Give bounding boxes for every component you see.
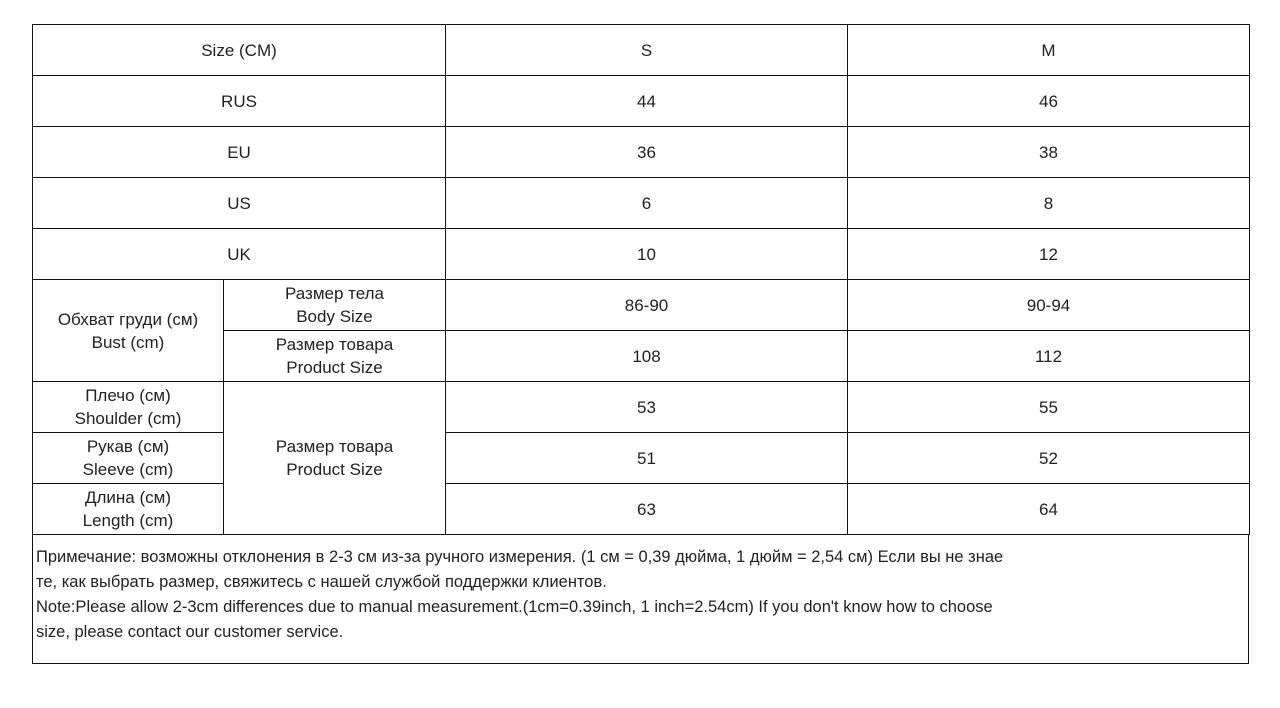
sleeve-label-en: Sleeve (cm) bbox=[82, 460, 174, 479]
sleeve-label-cell bbox=[33, 433, 224, 484]
value-cell: 36 bbox=[446, 127, 848, 178]
table-row bbox=[33, 127, 1250, 178]
note-ru-line-1: Примечание: возможны отклонения в 2-3 см из-за ручного измерения. (1 см = 0,39 дюйма, 1 дюйм = 2,54 см) Если вы не знае bbox=[36, 548, 1004, 566]
value-cell: 64 bbox=[848, 484, 1250, 535]
table-row bbox=[33, 484, 1250, 535]
body-size-label-en: Body Size bbox=[296, 307, 373, 326]
size-table bbox=[32, 24, 1250, 535]
value-cell: 6 bbox=[446, 178, 848, 229]
bust-label-en: Bust (cm) bbox=[91, 332, 165, 352]
row-label: EU bbox=[33, 127, 446, 178]
length-label-cell bbox=[33, 484, 224, 535]
value-cell: 46 bbox=[848, 76, 1250, 127]
table-row bbox=[33, 382, 1250, 433]
size-chart bbox=[32, 24, 1249, 671]
note-en-line-1: Note:Please allow 2-3cm differences due to manual measurement.(1cm=0.39inch, 1 inch=2.54cm) If you don't know how to choose bbox=[36, 598, 993, 616]
row-label: RUS bbox=[33, 76, 446, 127]
header-row bbox=[33, 25, 1250, 76]
value-cell: 86-90 bbox=[446, 280, 848, 331]
product-size-label-ru: Размер товара bbox=[275, 335, 394, 354]
value-cell: 10 bbox=[446, 229, 848, 280]
length-label-en: Length (cm) bbox=[82, 511, 174, 530]
value-cell: 53 bbox=[446, 382, 848, 433]
size-s-header: S bbox=[446, 25, 848, 76]
shoulder-label-cell bbox=[33, 382, 224, 433]
product-group-label-ru: Размер товара bbox=[275, 437, 394, 456]
value-cell: 12 bbox=[848, 229, 1250, 280]
body-size-label-ru: Размер тела bbox=[284, 284, 384, 303]
value-cell: 38 bbox=[848, 127, 1250, 178]
product-size-label-en: Product Size bbox=[286, 358, 383, 377]
body-size-label-cell bbox=[224, 280, 446, 331]
shoulder-label-ru: Плечо (см) bbox=[85, 386, 171, 405]
bust-label-ru: Обхват груди (см) bbox=[57, 309, 199, 329]
table-row bbox=[33, 229, 1250, 280]
value-cell: 112 bbox=[848, 331, 1250, 382]
product-size-label-cell bbox=[224, 331, 446, 382]
size-header-cell: Size (CM) bbox=[33, 25, 446, 76]
bust-label-cell bbox=[33, 280, 224, 382]
value-cell: 8 bbox=[848, 178, 1250, 229]
size-m-header: M bbox=[848, 25, 1250, 76]
row-label: US bbox=[33, 178, 446, 229]
value-cell: 52 bbox=[848, 433, 1250, 484]
value-cell: 55 bbox=[848, 382, 1250, 433]
value-cell: 63 bbox=[446, 484, 848, 535]
value-cell: 108 bbox=[446, 331, 848, 382]
table-row bbox=[33, 178, 1250, 229]
product-size-group-cell bbox=[224, 382, 446, 535]
row-label: UK bbox=[33, 229, 446, 280]
note-ru-line-2: те, как выбрать размер, свяжитесь с нашей службой поддержки клиентов. bbox=[36, 573, 607, 591]
shoulder-label-en: Shoulder (cm) bbox=[74, 409, 182, 428]
length-label-ru: Длина (см) bbox=[84, 488, 171, 507]
note-en-line-2: size, please contact our customer service. bbox=[36, 623, 344, 641]
table-row bbox=[33, 76, 1250, 127]
value-cell: 51 bbox=[446, 433, 848, 484]
sleeve-label-ru: Рукав (см) bbox=[86, 437, 170, 456]
measurement-note bbox=[32, 535, 1249, 664]
product-group-label-en: Product Size bbox=[286, 460, 383, 479]
table-row bbox=[33, 433, 1250, 484]
table-row bbox=[33, 280, 1250, 331]
value-cell: 90-94 bbox=[848, 280, 1250, 331]
value-cell: 44 bbox=[446, 76, 848, 127]
